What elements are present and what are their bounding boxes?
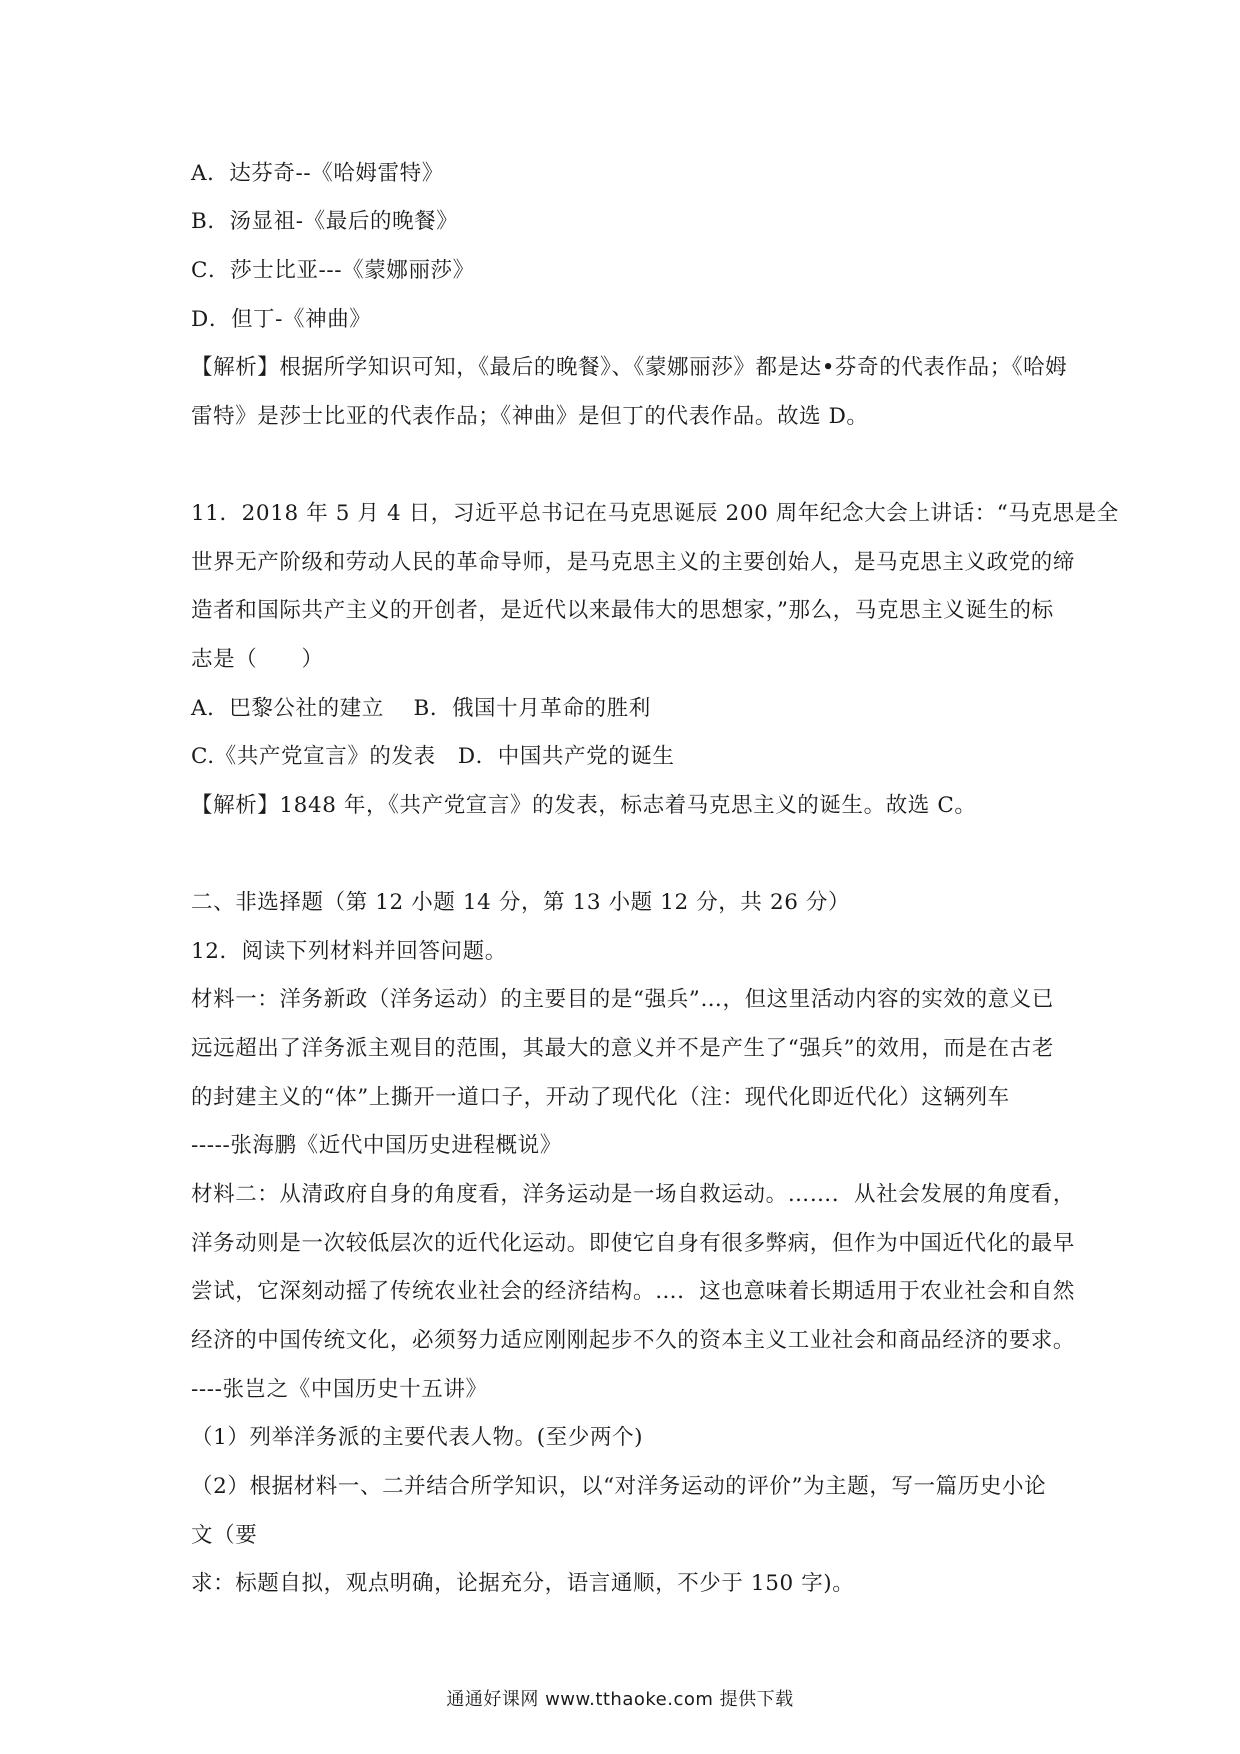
q10-option-c: C．莎士比亚---《蒙娜丽莎》 — [191, 258, 475, 283]
material1-line: 的封建主义的“体”上撕开一道口子，开动了现代化（注：现代化即近代化）这辆列车 — [191, 1085, 1010, 1110]
q11-options-line: A．巴黎公社的建立 B．俄国十月革命的胜利 — [191, 696, 651, 721]
material2-line: 洋务动则是一次较低层次的近代化运动。即使它自身有很多弊病，但作为中国近代化的最早 — [191, 1231, 1076, 1256]
q11-stem-line: 造者和国际共产主义的开创者，是近代以来最伟大的思想家，”那么，马克思主义诞生的标 — [191, 598, 1054, 623]
q11-stem-line: 11．2018 年 5 月 4 日，习近平总书记在马克思诞辰 200 周年纪念大会上讲话：“马克思是全 — [191, 501, 1119, 526]
sub-question-2: （2）根据材料一、二并结合所学知识，以“对洋务运动的评价”为主题，写一篇历史小论 — [191, 1474, 1047, 1499]
material1-source: -----张海鹏《近代中国历史进程概说》 — [191, 1133, 562, 1158]
q11-options-line: C.《共产党宣言》的发表 D．中国共产党的诞生 — [191, 744, 675, 769]
sub-question-2: 文（要 — [191, 1523, 258, 1548]
material2-line: 尝试，它深刻动摇了传统农业社会的经济结构。…．这也意味着长期适用于农业社会和自然 — [191, 1279, 1076, 1304]
material2-line: 材料二：从清政府自身的角度看，洋务运动是一场自救运动。……．从社会发展的角度看， — [191, 1182, 1076, 1207]
q11-analysis: 【解析】1848 年，《共产党宣言》的发表，标志着马克思主义的诞生。故选 C。 — [191, 793, 977, 818]
q12-stem: 12．阅读下列材料并回答问题。 — [191, 939, 507, 964]
q11-stem-line: 世界无产阶级和劳动人民的革命导师，是马克思主义的主要创始人，是马克思主义政党的缔 — [191, 550, 1076, 575]
section-heading: 二、非选择题（第 12 小题 14 分，第 13 小题 12 分，共 26 分） — [191, 890, 851, 915]
sub-question-2: 求：标题自拟，观点明确，论据充分，语言通顺，不少于 150 字)。 — [191, 1571, 855, 1596]
q10-analysis-line: 【解析】根据所学知识可知，《最后的晚餐》、《蒙娜丽莎》都是达•芬奇的代表作品；《哈姆 — [191, 355, 1068, 380]
page-footer: 通通好课网 www.tthaoke.com 提供下载 — [446, 1689, 794, 1710]
q10-analysis-line: 雷特》是莎士比亚的代表作品；《神曲》是但丁的代表作品。故选 D。 — [191, 404, 869, 429]
material2-source: ----张岂之《中国历史十五讲》 — [191, 1377, 488, 1402]
q10-option-b: B．汤显祖-《最后的晚餐》 — [191, 209, 459, 234]
sub-question-1: （1）列举洋务派的主要代表人物。(至少两个) — [191, 1425, 644, 1450]
q10-option-a: A．达芬奇--《哈姆雷特》 — [191, 161, 444, 186]
material1-line: 材料一：洋务新政（洋务运动）的主要目的是“强兵”…，但这里活动内容的实效的意义已 — [191, 987, 1054, 1012]
q10-option-d: D．但丁-《神曲》 — [191, 307, 372, 332]
q11-stem-line: 志是（ ） — [191, 647, 324, 672]
material1-line: 远远超出了洋务派主观目的范围，其最大的意义并不是产生了“强兵”的效用，而是在古老 — [191, 1036, 1054, 1061]
material2-line: 经济的中国传统文化，必须努力适应刚刚起步不久的资本主义工业社会和商品经济的要求。 — [191, 1328, 1076, 1353]
